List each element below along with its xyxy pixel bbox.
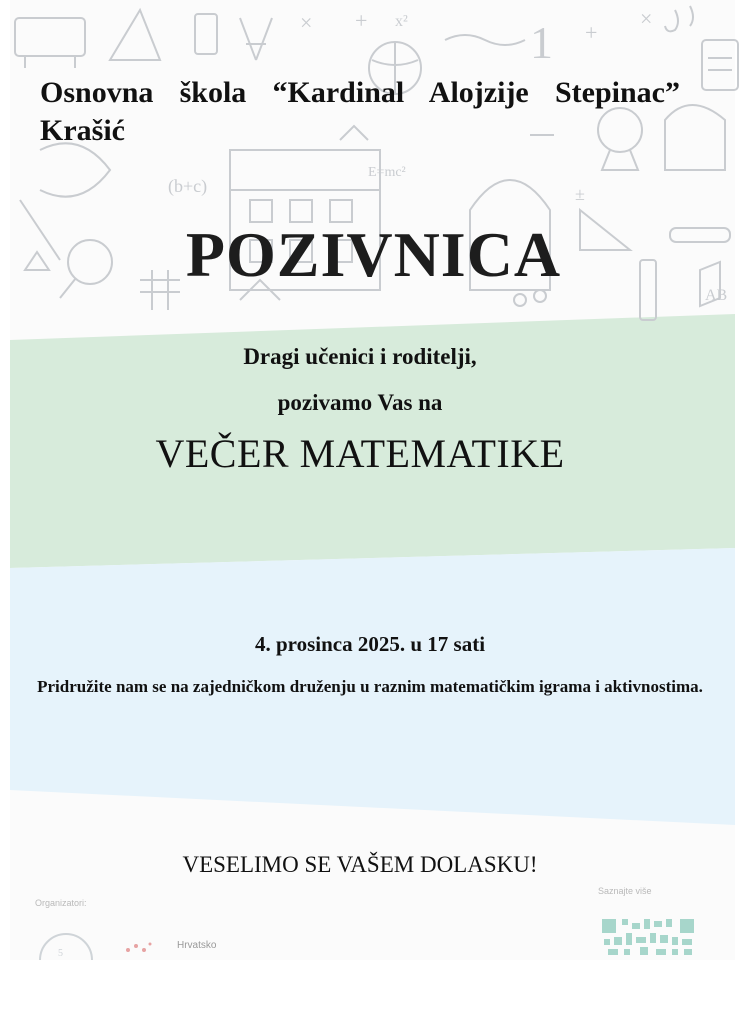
svg-text:5: 5 [58,948,63,959]
svg-text:×: × [300,10,313,35]
partner-text: Hrvatsko [177,940,217,951]
greeting: Dragi učenici i roditelji, [243,344,477,369]
organizers-label: Organizatori: [35,898,87,908]
event-date: 4. prosinca 2025. u 17 sati [254,632,486,656]
svg-text:×: × [640,6,653,31]
svg-text:x²: x² [395,13,408,30]
organizer-logo [36,930,96,960]
invite-text: pozivamo Vas na [277,390,443,415]
svg-text:1: 1 [530,17,553,68]
svg-text:(b+c): (b+c) [168,176,208,196]
svg-text:E=mc²: E=mc² [368,165,406,180]
svg-text:±: ± [575,184,585,204]
svg-text:+: + [585,20,598,45]
closing-text: VESELIMO SE VAŠEM DOLASKU! [182,852,538,877]
event-description: Pridružite nam se na zajedničkom druženju u raznim matematičkim igrama i aktivnostima. [37,677,703,696]
svg-text:+: + [355,8,368,33]
svg-text:AB: AB [705,287,728,304]
partner-logo-dots [120,938,160,958]
qr-code-icon[interactable] [600,915,698,957]
event-name: VEČER MATEMATIKE [155,431,565,476]
school-name: Osnovna škola “Kardinal Alojzije Stepinac” Krašić [40,76,680,147]
page-title: POZIVNICA [185,219,562,290]
more-info-label: Saznajte više [598,886,652,896]
